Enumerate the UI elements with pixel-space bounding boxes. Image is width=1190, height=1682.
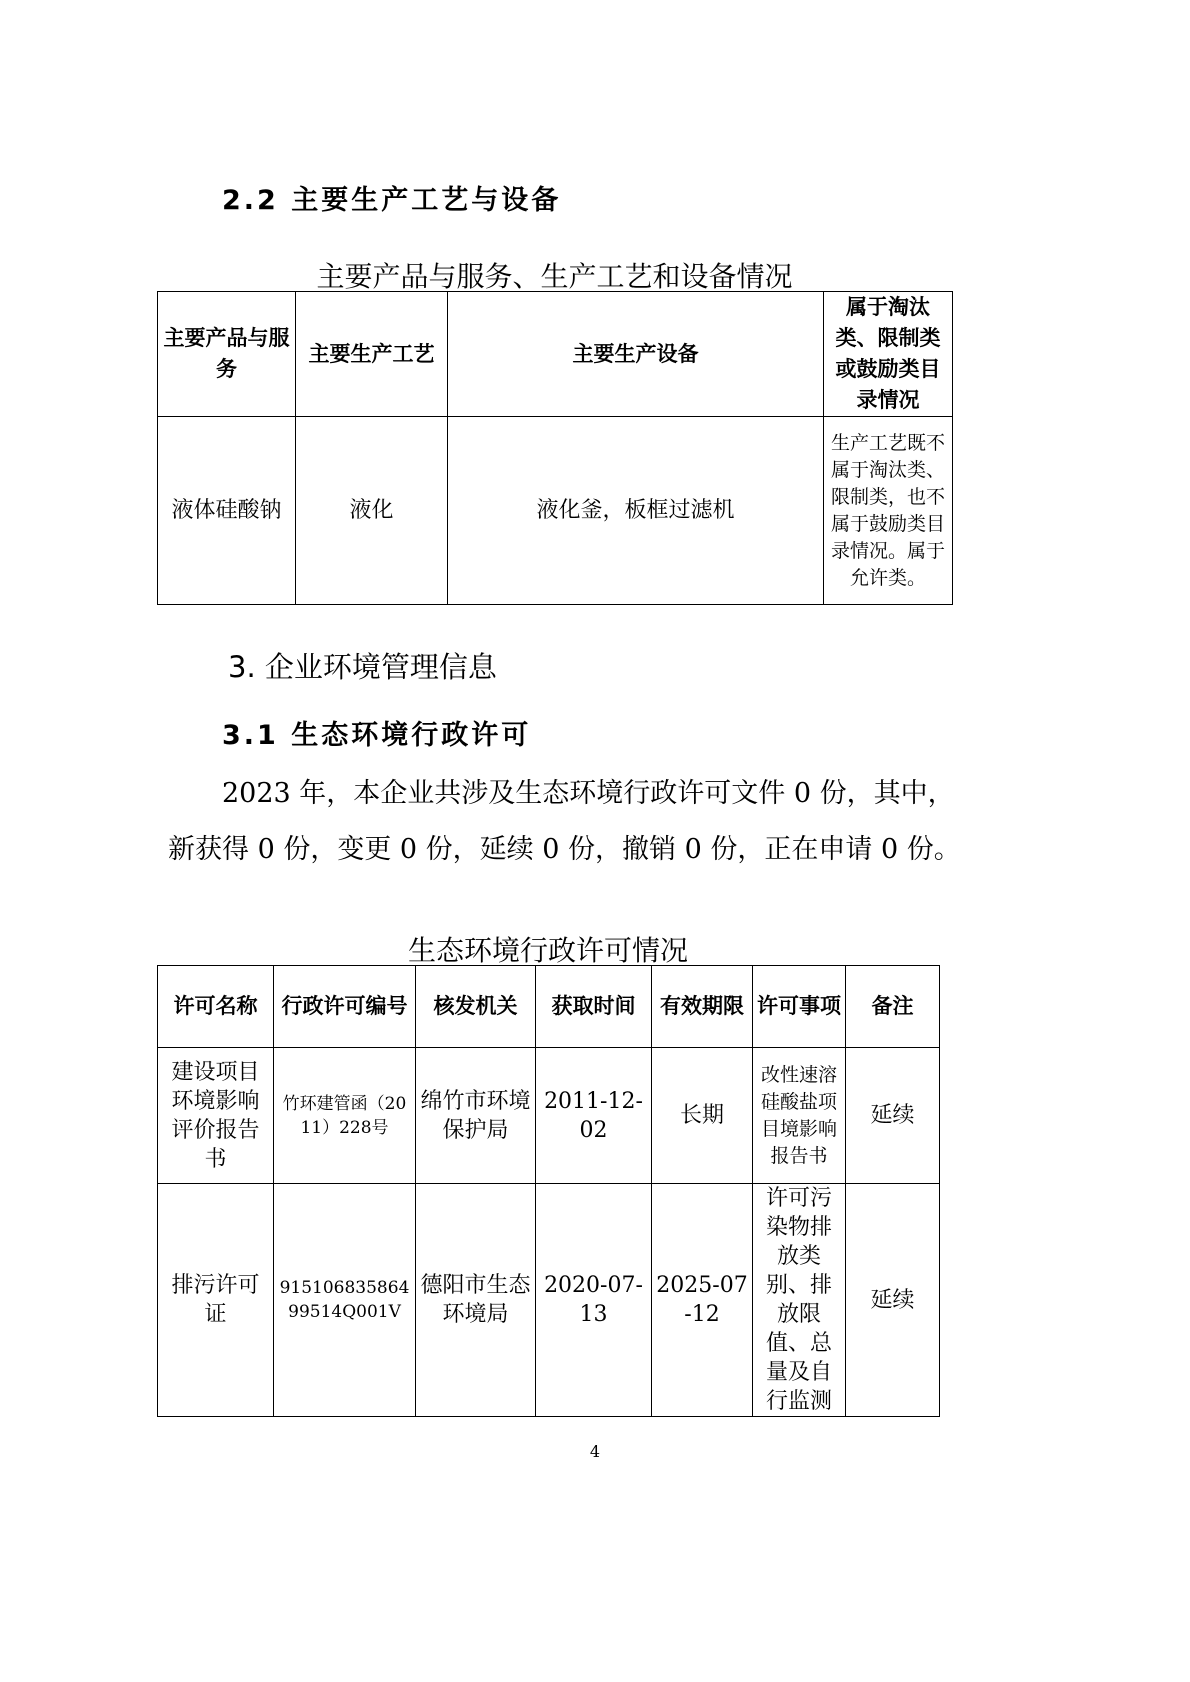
table2-header-cell: 备注 bbox=[846, 966, 940, 1048]
chapter-heading-3: 3. 企业环境管理信息 bbox=[228, 650, 497, 684]
table1-cell: 液化 bbox=[296, 417, 448, 605]
paragraph-line-1: 2023 年，本企业共涉及生态环境行政许可文件 0 份，其中， bbox=[222, 778, 955, 809]
table1-header-cell: 主要产品与服务 bbox=[158, 292, 296, 417]
table2-cell: 2020-07-13 bbox=[536, 1184, 652, 1417]
table2-header-cell: 有效期限 bbox=[652, 966, 753, 1048]
table2-cell: 排污许可证 bbox=[158, 1184, 274, 1417]
table2-cell: 竹环建管函（2011）228号 bbox=[274, 1048, 416, 1184]
table-row bbox=[158, 417, 953, 605]
table2-cell: 延续 bbox=[846, 1184, 940, 1417]
table1-title: 主要产品与服务、生产工艺和设备情况 bbox=[316, 260, 793, 293]
table2-cell: 91510683586499514Q001V bbox=[274, 1184, 416, 1417]
table2-cell: 延续 bbox=[846, 1048, 940, 1184]
table2-cell: 2025-07-12 bbox=[652, 1184, 753, 1417]
table1-cell: 生产工艺既不属于淘汰类、限制类，也不属于鼓励类目录情况。属于允许类。 bbox=[824, 417, 953, 605]
table2-cell: 绵竹市环境保护局 bbox=[416, 1048, 536, 1184]
table2-cell: 长期 bbox=[652, 1048, 753, 1184]
table1-cell: 液化釜，板框过滤机 bbox=[448, 417, 824, 605]
products-process-equipment-table bbox=[157, 291, 953, 605]
table1-header-cell: 属于淘汰类、限制类或鼓励类目录情况 bbox=[824, 292, 953, 417]
table2-cell: 德阳市生态环境局 bbox=[416, 1184, 536, 1417]
table2-header-row bbox=[158, 966, 940, 1048]
table1-header-cell: 主要生产工艺 bbox=[296, 292, 448, 417]
paragraph-line-2: 新获得 0 份，变更 0 份，延续 0 份，撤销 0 份，正在申请 0 份。 bbox=[168, 834, 961, 865]
table1-header-row bbox=[158, 292, 953, 417]
table2-header-cell: 获取时间 bbox=[536, 966, 652, 1048]
table2-header-cell: 核发机关 bbox=[416, 966, 536, 1048]
section-heading-3-1: 3.1 生态环境行政许可 bbox=[222, 720, 532, 751]
eco-permit-table bbox=[157, 965, 940, 1417]
table2-cell: 建设项目环境影响评价报告书 bbox=[158, 1048, 274, 1184]
table2-cell: 许可污染物排放类别、排放限值、总量及自行监测 bbox=[753, 1184, 846, 1417]
section-heading-2-2: 2.2 主要生产工艺与设备 bbox=[222, 185, 562, 216]
table-row bbox=[158, 1184, 940, 1417]
table2-cell: 2011-12-02 bbox=[536, 1048, 652, 1184]
table-row bbox=[158, 1048, 940, 1184]
table2-cell: 改性速溶硅酸盐项目境影响报告书 bbox=[753, 1048, 846, 1184]
table1-header-cell: 主要生产设备 bbox=[448, 292, 824, 417]
table1-cell: 液体硅酸钠 bbox=[158, 417, 296, 605]
table2-header-cell: 许可名称 bbox=[158, 966, 274, 1048]
table2-header-cell: 行政许可编号 bbox=[274, 966, 416, 1048]
table2-title: 生态环境行政许可情况 bbox=[407, 934, 688, 967]
table2-header-cell: 许可事项 bbox=[753, 966, 846, 1048]
page-number: 4 bbox=[589, 1442, 601, 1461]
